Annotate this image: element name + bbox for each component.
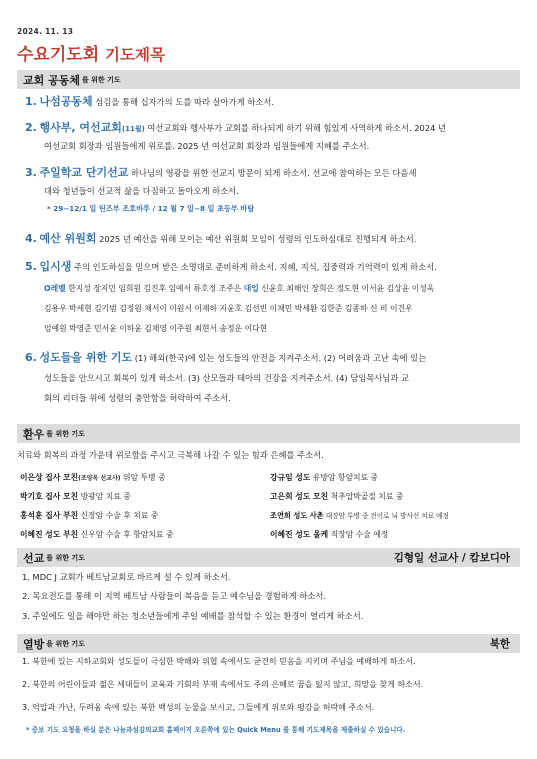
patients-intro: 치료와 회복의 과정 가운데 위로함을 주시고 극복해 나갈 수 있는 힘과 은혜를 주소서. xyxy=(17,450,324,460)
section-header-nations xyxy=(17,634,520,653)
patient-right-1 xyxy=(270,472,378,483)
item-heading: 성도들을 위한 기도 xyxy=(39,351,133,364)
patient-text: 척추압박골절 치료 중 xyxy=(330,492,404,501)
item-heading: 행사부, 여선교회 xyxy=(39,121,122,134)
item-heading-suffix: (11월) xyxy=(121,125,145,133)
section-header-patients xyxy=(17,424,520,443)
section-suffix: 를 위한 기도 xyxy=(46,429,85,438)
date: 2024. 11. 13 xyxy=(17,27,74,36)
title-main: 수요기도회 xyxy=(17,45,100,65)
item-heading: 주일학교 단기선교 xyxy=(39,166,129,179)
item-heading: 나섬공동체 xyxy=(39,95,93,108)
section-title: 열방 xyxy=(23,637,45,651)
section-header-mission xyxy=(17,548,520,567)
item-heading: 입시생 xyxy=(39,260,72,273)
patient-text: 방광암 치료 중 xyxy=(80,492,131,501)
patient-left-1 xyxy=(20,472,166,483)
church-item-1 xyxy=(25,93,520,111)
patient-right-3 xyxy=(270,510,449,521)
patient-text: 신장암 수술 후 치료 중 xyxy=(80,511,159,520)
patient-name: 강규임 성도 xyxy=(270,473,311,482)
nation-name: 북한 xyxy=(489,638,510,650)
section-suffix: 를 위한 기도 xyxy=(46,553,85,562)
exam-tag: 대입 xyxy=(243,284,259,293)
nations-item-2: 2. 북한의 어린이들과 젊은 세대들이 교육과 기회의 부재 속에서도 주의 은혜로 꿈을 잃지 않고, 희망을 찾게 하소서. xyxy=(22,680,424,689)
mission-item-1: 1. MDC J 교회가 베트남교회로 바르게 설 수 있게 하소서. xyxy=(22,572,231,582)
section-title: 환우 xyxy=(23,427,45,441)
exam-names-row-1 xyxy=(44,280,520,298)
item-text: 섬김을 통해 십자가의 도를 따라 살아가게 하소서. xyxy=(95,97,275,107)
section-suffix: 을 위한 기도 xyxy=(46,639,85,648)
patient-right-4 xyxy=(270,529,388,540)
church-item-2-cont: 여선교회 회장과 임원들에게 위로를. 2025 년 여선교회 회장과 임원들에게 지혜를 주소서. xyxy=(44,141,370,151)
exam-names: 한지성 장지민 임희원 김진후 임예서 류호정 조주은 xyxy=(68,284,242,293)
patient-name: 이혜진 성도 부친 xyxy=(20,530,79,539)
church-item-3 xyxy=(25,164,520,182)
church-item-3-cont: 대와 청년들이 선교적 삶을 다짐하고 돌아오게 하소서. xyxy=(44,186,239,196)
patient-name: 조연희 성도 사촌 xyxy=(270,511,324,520)
patient-name: 이혜진 성도 올케 xyxy=(270,530,329,539)
item-heading: 예산 위원회 xyxy=(39,232,97,245)
section-suffix: 를 위한 기도 xyxy=(81,75,121,84)
church-item-4 xyxy=(25,230,520,248)
section-title: 선교 xyxy=(23,551,45,565)
patient-text: 위암 투병 중 xyxy=(123,473,166,482)
item-number: 6. xyxy=(25,351,37,364)
patient-name: 고은희 성도 모친 xyxy=(270,492,329,501)
title-sub: 기도제목 xyxy=(105,46,165,64)
nations-item-3: 3. 억압과 가난, 두려움 속에 있는 북한 백성의 눈물을 보시고, 그들에게 위로와 평강을 허락해 주소서. xyxy=(22,703,375,712)
church-item-2 xyxy=(25,119,520,138)
patient-text: 직장암 수술 예정 xyxy=(330,530,389,539)
item-text: (1) 해외(한국)에 있는 성도들의 안전을 지켜주소서. (2) 어려움과 고난 속에 있는 xyxy=(134,353,427,363)
exam-names-row-2: 김용우 박세현 김기범 김정원 채서이 이원서 이재하 지윤호 김선빈 이채민 박세환 김한준 김종하 신 비 이건우 xyxy=(44,304,413,313)
section-header-church xyxy=(17,70,520,89)
item-number: 4. xyxy=(25,232,37,245)
item-number: 1. xyxy=(25,95,37,108)
patient-text: 유방암 항암치료 중 xyxy=(312,473,379,482)
section-title: 교회 공동체 xyxy=(23,73,80,87)
mission-item-2: 2. 목요전도를 통해 이 지역 베트남 사람들이 복음을 듣고 예수님을 경험하게 하소서. xyxy=(22,591,327,601)
patient-left-2 xyxy=(20,491,131,502)
exam-names: 신윤호 최해인 장희은 정도현 이서윤 김상윤 이성욱 xyxy=(261,284,435,293)
church-item-3-note: * 29~12/1 일 틴즈부 조호바루 / 12 월 7 일~8 일 초등부 바탐 xyxy=(47,204,255,213)
page-title xyxy=(17,40,165,65)
patient-name: 박기호 집사 모친 xyxy=(20,492,79,501)
patient-note: (조양옥 선교사) xyxy=(78,475,121,482)
item-text: 주의 인도하심을 믿으며 받은 소명대로 준비하게 하소서. 지혜, 지식, 집중력과 기억력이 있게 하소서. xyxy=(74,262,437,272)
item-text: 2025 년 예산을 위해 모이는 예산 위원회 모임이 성령의 인도하심대로 진행되게 하소서. xyxy=(99,234,417,244)
nations-item-1: 1. 북한에 있는 지하교회와 성도들이 극심한 박해와 위협 속에서도 굳건히 믿음을 지키며 주님을 예배하게 하소서. xyxy=(22,657,416,666)
missionary-name: 김형일 선교사 / 캄보디아 xyxy=(393,552,510,564)
church-item-6-cont2: 회의 리더들 위에 성령의 충만함을 허락하여 주소서. xyxy=(44,393,231,403)
item-number: 2. xyxy=(25,121,37,134)
patient-left-4 xyxy=(20,529,173,540)
item-text: 하나님의 영광을 위한 선교지 방문이 되게 하소서. 선교에 참여하는 모든 다음세 xyxy=(130,168,417,178)
item-number: 3. xyxy=(25,166,37,179)
church-item-6-cont: 성도들을 안으시고 회복이 있게 하소서. (3) 산모들과 태아의 건강을 지켜주소서. (4) 담임목사님과 교 xyxy=(44,373,409,383)
exam-names-row-3: 엄예원 박영준 민서윤 이하윤 김채영 이주원 최현서 송정운 이다현 xyxy=(44,324,268,333)
patient-right-2 xyxy=(270,491,403,502)
church-item-5 xyxy=(25,258,520,276)
item-number: 5. xyxy=(25,260,37,273)
patient-name: 이은상 집사 모친 xyxy=(20,473,79,482)
patient-left-3 xyxy=(20,510,158,521)
exam-tag: O레벨 xyxy=(44,284,66,293)
patient-text: 대장암 투병 중 전이로 뇌 방사선 치료 예정 xyxy=(325,512,449,520)
patient-text: 신우암 수술 후 항암치료 중 xyxy=(80,530,174,539)
footnote: * 중보 기도 요청을 하실 분은 나눔과섬김의교회 홈페이지 오른쪽에 있는 Quick Menu 를 통해 기도제목을 제출하실 수 있습니다. xyxy=(26,726,406,734)
patient-name: 홍석훈 집사 부친 xyxy=(20,511,79,520)
church-item-6 xyxy=(25,349,520,367)
item-text: 여선교회와 행사부가 교회를 하나되게 하기 위해 힘있게 사역하게 하소서. 2024 년 xyxy=(147,123,447,133)
mission-item-3: 3. 주일에도 일을 해야만 하는 청소년들에게 주일 예배를 참석할 수 있는 환경이 열리게 하소서. xyxy=(22,611,364,621)
